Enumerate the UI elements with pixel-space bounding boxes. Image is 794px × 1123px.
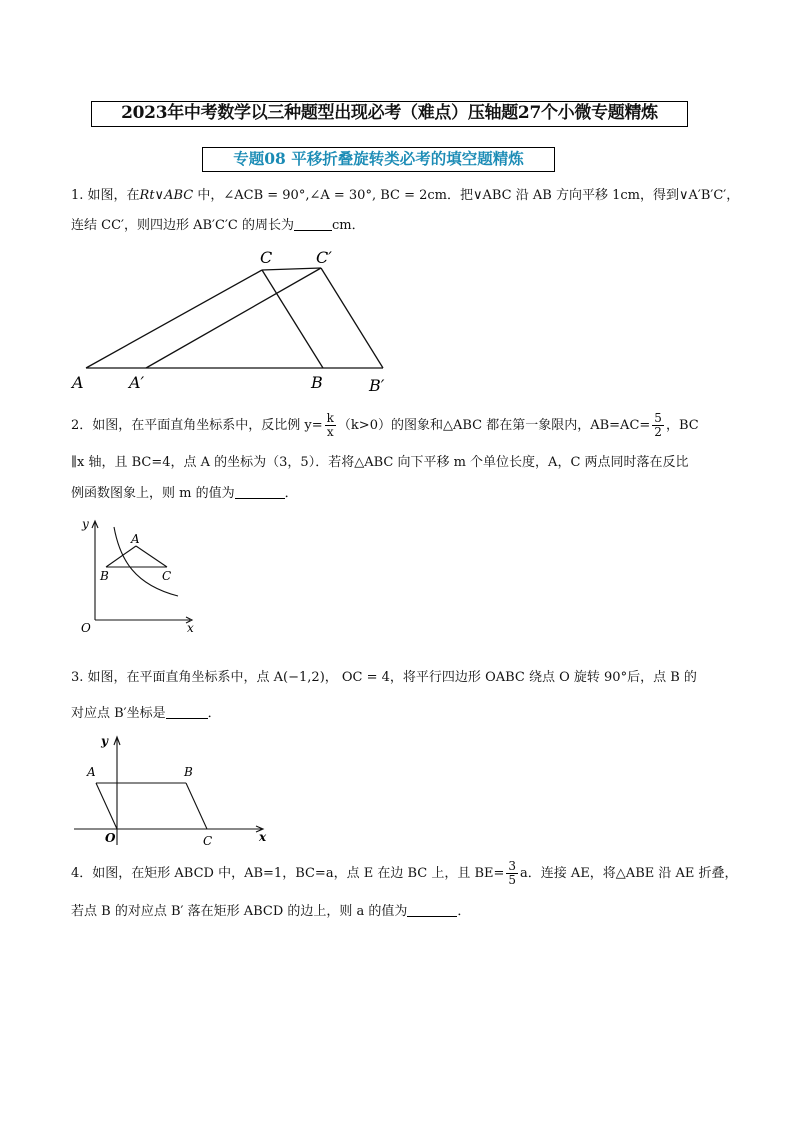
q2-line3-a: 例函数图象上，则 m 的值为 (71, 486, 235, 501)
q4-frac-den: 5 (508, 873, 517, 887)
question-4-line-2 (71, 896, 731, 928)
q1-text-c: 中，∠ACB = 90°,∠A = 30°, BC = 2cm．把∨ABC 沿 AB 方向平移 1cm，得到∨A′B′C′， (193, 188, 740, 203)
q3-label-a: A (87, 765, 96, 779)
question-3-line-1: 3. 如图，在平面直角坐标系中，点 A(−1,2)， OC = 4，将平行四边形 OABC 绕点 O 旋转 90°后，点 B 的 (71, 670, 697, 685)
q2-label-y: y (82, 517, 89, 531)
q1-label-c-prime: C′ (316, 248, 332, 267)
q2-frac2-den: 2 (654, 425, 662, 439)
q2-frac2-num: 5 (654, 411, 662, 425)
section-subtitle: 专题08 平移折叠旋转类必考的填空题精炼 (202, 147, 555, 172)
q3-label-b: B (184, 765, 193, 779)
q4-text-b: a．连接 AE，将△ABE 沿 AE 折叠， (520, 866, 738, 881)
q3-label-x: x (259, 830, 267, 844)
q4-line2-b: ． (457, 904, 471, 919)
q3-line2-b: ． (207, 706, 221, 721)
q1-text-b: Rt∨ABC (139, 188, 194, 203)
q1-text-a: 1. 如图，在 (71, 188, 140, 203)
q3-label-o: O (105, 831, 116, 845)
q2-text-a: 2．如图，在平面直角坐标系中，反比例 y= (71, 418, 323, 433)
q3-line2-a: 对应点 B′坐标是 (71, 706, 166, 721)
q2-frac-den: x (326, 425, 334, 439)
q3-label-y: y (101, 734, 108, 748)
q1-line2-b: cm． (331, 218, 365, 233)
q1-label-c: C (260, 248, 273, 267)
q1-label-a-prime: A′ (129, 373, 145, 392)
q2-text-c: ，BC (665, 418, 699, 433)
q2-label-x: x (187, 621, 194, 635)
q4-answer-blank[interactable] (407, 902, 457, 917)
q4-frac-num: 3 (508, 859, 517, 873)
question-2-line-2: ∥x 轴，且 BC=4，点 A 的坐标为（3，5）．若将△ABC 向下平移 m 个单位长度，A，C 两点同时落在反比 (71, 455, 689, 470)
q1-label-b-prime: B′ (369, 376, 385, 395)
q2-frac-num: k (326, 411, 334, 425)
q2-label-b: B (100, 569, 109, 583)
q2-label-o: O (81, 621, 91, 635)
q4-fraction-3-over-5 (506, 860, 518, 887)
q4-text-a: 4．如图，在矩形 ABCD 中，AB=1，BC=a，点 E 在边 BC 上，且 BE= (71, 866, 505, 881)
q2-label-c: C (162, 569, 172, 583)
question-4-line-1 (71, 858, 738, 890)
q1-label-b: B (311, 373, 323, 392)
q2-line3-b: ． (284, 486, 298, 501)
q1-label-a: A (72, 373, 84, 392)
q1-line2-a: 连结 CC′，则四边形 AB′C′C 的周长为 (71, 218, 294, 233)
q3-label-c: C (203, 834, 213, 848)
q2-label-a: A (131, 532, 140, 546)
q2-text-b: （k>0）的图象和△ABC 都在第一象限内，AB=AC= (337, 418, 651, 433)
document-title: 2023年中考数学以三种题型出现必考（难点）压轴题27个小微专题精炼 (91, 101, 688, 127)
q4-line2-a: 若点 B 的对应点 B′ 落在矩形 ABCD 的边上，则 a 的值为 (71, 904, 408, 919)
